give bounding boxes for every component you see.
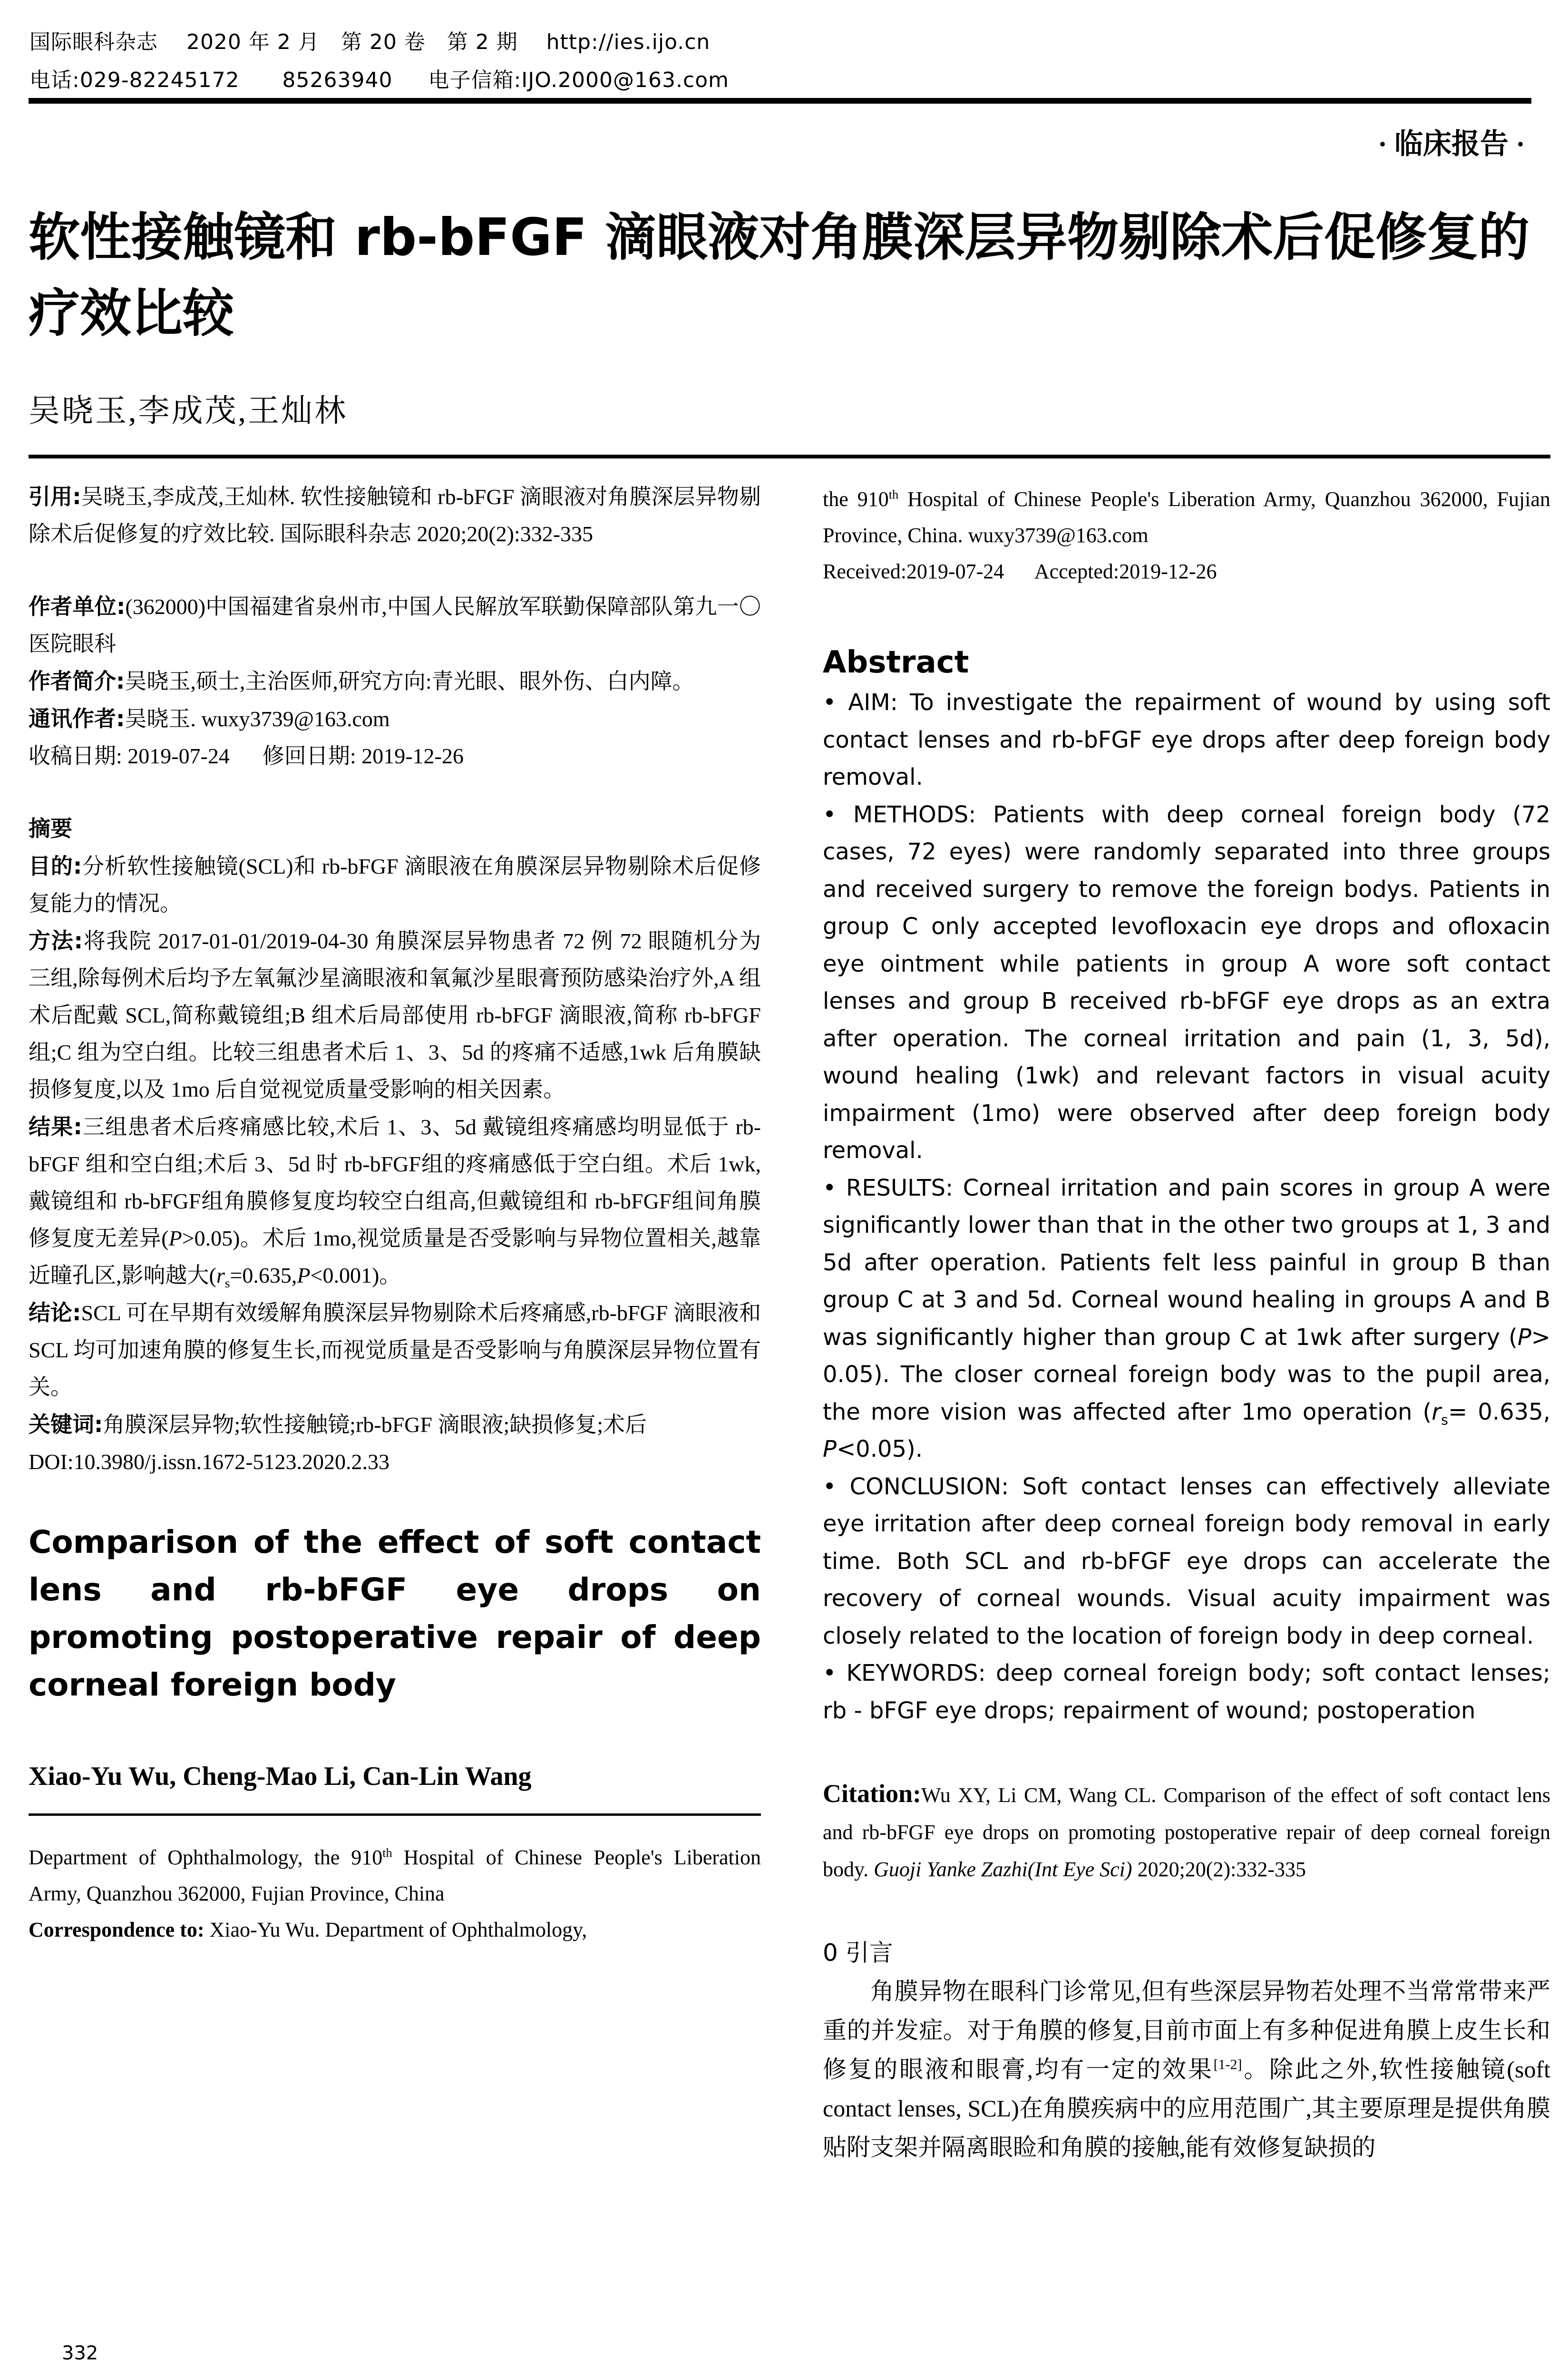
r-symbol: r xyxy=(216,1263,225,1287)
en-affiliation-sup: th xyxy=(382,1845,392,1860)
abstract-methods xyxy=(823,796,1550,1169)
citation-en-text: Wu XY, Li CM, Wang CL. Comparison of the effect of soft contact lens and rb-bFGF eye drops on promoting postoperative repair of deep corneal foreign body. xyxy=(823,1783,1550,1881)
intro-heading: 0 引言 xyxy=(823,1939,893,1967)
citation-cn xyxy=(29,478,761,553)
section-tag: · 临床报告 · xyxy=(1377,128,1525,160)
abstract-cn-results xyxy=(29,1108,761,1294)
en-affiliation-text-a: Department of Ophthalmology, the 910 xyxy=(29,1846,383,1869)
conclusion-label: • CONCLUSION: xyxy=(823,1473,1009,1500)
affiliation-cn-text: (362000)中国福建省泉州市,中国人民解放军联勤保障部队第九一〇医院眼科 xyxy=(29,594,761,656)
citation-cn-text: 吴晓玉,李成茂,王灿林. 软性接触镜和 rb-bFGF 滴眼液对角膜深层异物剔除术后促修复的疗效比较. 国际眼科杂志 2020;20(2):332-335 xyxy=(29,485,761,546)
corr-cont-sup: th xyxy=(888,487,899,502)
abstract-cn-heading xyxy=(29,810,761,848)
title-rule xyxy=(29,455,1550,458)
results-cn-text-b: >0.05)。术后 1mo,视觉质量是否受影响与异物位置相关,越靠近瞳孔区,影响越大( xyxy=(29,1226,761,1287)
english-title: Comparison of the effect of soft contact lens and rb-bFGF eye drops on promoting postoperative repair of deep corneal foreign body xyxy=(29,1524,761,1703)
journal-header-line1: 国际眼科杂志 2020 年 2 月 第 20 卷 第 2 期 http://ies.ijo.cn xyxy=(29,30,711,54)
en-affiliation-text-b: Hospital of Chinese People's Liberation Army, Quanzhou 362000, Fujian Province, China xyxy=(29,1846,761,1905)
keywords-cn-text: 角膜深层异物;软性接触镜;rb-bFGF 滴眼液;缺损修复;术后 xyxy=(103,1413,647,1437)
right-column xyxy=(823,481,1550,2167)
abstract-keywords xyxy=(823,1655,1550,1729)
abstract-results xyxy=(823,1169,1550,1468)
aim-cn-label: 目的: xyxy=(29,853,82,879)
keywords-label: • KEYWORDS: xyxy=(823,1660,986,1686)
citation-tail: 2020;20(2):332-335 xyxy=(1132,1858,1306,1881)
doi[interactable]: DOI:10.3980/j.issn.1672-5123.2020.2.33 xyxy=(29,1450,390,1474)
affiliation-rule xyxy=(29,1813,761,1816)
corr-cont-text-a: the 910 xyxy=(823,487,889,511)
abstract-cn-conclusion xyxy=(29,1294,761,1406)
results-text-a: Corneal irritation and pain scores in group A were significantly lower than that in the other two groups at 1, 3 and 5d after operation. Patients felt less painful in group B than group C at 3 and 5d. Corneal wound healing in groups A and B was significantly higher than group C at 1wk after surgery ( xyxy=(823,1174,1550,1351)
author-bio-cn xyxy=(29,662,761,700)
intro-text-b: 。除此之外,软性接触镜(soft contact lenses, SCL)在角膜疾病中的应用范围广,其主要原理是提供角膜贴附支架并隔离眼睑和角膜的接触,能有效修复缺损的 xyxy=(823,2056,1550,2161)
author-bio-text: 吴晓玉,硕士,主治医师,研究方向:青光眼、眼外伤、白内障。 xyxy=(125,669,694,693)
methods-label: • METHODS: xyxy=(823,801,976,828)
abstract-conclusion xyxy=(823,1468,1550,1655)
corresponding-author-cn xyxy=(29,700,761,738)
citation-cn-label: 引用: xyxy=(29,484,81,509)
corr-cont-text-b: Hospital of Chinese People's Liberation Army, Quanzhou 362000, Fujian Province, China. wuxy3739@163.com xyxy=(823,487,1550,547)
results-text-d: <0.05). xyxy=(836,1436,923,1462)
journal-header-line2: 电话:029-82245172 85263940 电子信箱:IJO.2000@163.com xyxy=(29,68,729,92)
english-affiliation xyxy=(29,1840,761,1912)
page-number: 332 xyxy=(62,2342,98,2364)
intro-paragraph xyxy=(823,1972,1550,2167)
keywords-cn xyxy=(29,1406,761,1443)
corresponding-label: 通讯作者: xyxy=(29,706,125,731)
methods-cn-label: 方法: xyxy=(29,928,83,954)
authors-cn: 吴晓玉,李成茂,王灿林 xyxy=(29,394,348,429)
citation-en-label: Citation: xyxy=(823,1779,921,1808)
correspondence-label: Correspondence to: xyxy=(29,1918,205,1941)
dates-cn: 收稿日期: 2019-07-24 修回日期: 2019-12-26 xyxy=(29,744,464,768)
english-authors: Xiao-Yu Wu, Cheng-Mao Li, Can-Lin Wang xyxy=(29,1762,532,1791)
correspondence-continued xyxy=(823,481,1550,554)
r-subscript-en: s xyxy=(1441,1412,1448,1428)
aim-text: To investigate the repairment of wound by using soft contact lenses and rb-bFGF eye drops after deep foreign body removal. xyxy=(823,689,1550,790)
aim-cn-text: 分析软性接触镜(SCL)和 rb-bFGF 滴眼液在角膜深层异物剔除术后促修复能力的情况。 xyxy=(29,854,761,916)
p-symbol: P xyxy=(1517,1324,1531,1351)
methods-text: Patients with deep corneal foreign body (72 cases, 72 eyes) were randomly separated into three groups and received surgery to remove the foreign bodys. Patients in group C only accepted levofloxacin eye drops and ofloxacin eye ointment while patients in group A wore soft contact lenses and group B received rb-bFGF eye drops as an extra after operation. The corneal irritation and pain (1, 3, 5d), wound healing (1wk) and relevant factors in visual acuity impairment (1mo) were observed after deep foreign body removal. xyxy=(823,801,1551,1164)
citation-en xyxy=(823,1775,1550,1888)
methods-cn-text: 将我院 2017-01-01/2019-04-30 角膜深层异物患者 72 例 72 眼随机分为三组,除每例术后均予左氧氟沙星滴眼液和氧氟沙星眼膏预防感染治疗外,A 组术后配戴 SCL,简称戴镜组;B 组术后局部使用 rb-bFGF 滴眼液,简称 rb-bFGF 组;C 组为空白组。比较三组患者术后 1、3、5d 的疼痛不适感,1wk 后角膜缺损修复度,以及 1mo 后自觉视觉质量受影响的相关因素。 xyxy=(29,929,761,1101)
reference-link[interactable]: [1-2] xyxy=(1213,2056,1242,2073)
abstract-cn-aim xyxy=(29,848,761,922)
aim-label: • AIM: xyxy=(823,689,898,716)
conclusion-cn-text: SCL 可在早期有效缓解角膜深层异物剔除术后疼痛感,rb-bFGF 滴眼液和 SCL 均可加速角膜的修复生长,而视觉质量是否受影响与角膜深层异物位置有关。 xyxy=(29,1301,761,1399)
p-value-symbol-2: P xyxy=(297,1263,311,1287)
results-text-c: = 0.635, xyxy=(1448,1398,1550,1425)
abstract-aim xyxy=(823,684,1550,796)
affiliation-cn xyxy=(29,588,761,662)
r-subscript: s xyxy=(224,1276,230,1291)
results-text-b: > 0.05). The closer corneal foreign body was to the pupil area, the more vision was affected after 1mo operation ( xyxy=(823,1324,1550,1425)
citation-journal: Guoji Yanke Zazhi(Int Eye Sci) xyxy=(874,1858,1132,1881)
keywords-text: deep corneal foreign body; soft contact lenses; rb - bFGF eye drops; repairment of wound; postoperation xyxy=(823,1660,1551,1724)
results-cn-label: 结果: xyxy=(29,1114,82,1140)
intro-text-a: 角膜异物在眼科门诊常见,但有些深层异物若处理不当常常带来严重的并发症。对于角膜的修复,目前市面上有多种促进角膜上皮生长和修复的眼液和眼膏,均有一定的效果 xyxy=(823,1978,1550,2083)
correspondence-text: Xiao-Yu Wu. Department of Ophthalmology, xyxy=(204,1918,587,1941)
affiliation-cn-label: 作者单位: xyxy=(29,594,126,619)
received-accepted-dates: Received:2019-07-24 Accepted:2019-12-26 xyxy=(823,560,1217,583)
corresponding-text: 吴晓玉. wuxy3739@163.com xyxy=(125,707,390,731)
author-bio-label: 作者简介: xyxy=(29,668,125,694)
abstract-cn-heading-text: 摘要 xyxy=(29,816,72,841)
results-cn-text-c: =0.635, xyxy=(230,1263,297,1287)
header-rule xyxy=(29,98,1531,104)
p-value-symbol: P xyxy=(168,1226,182,1250)
keywords-cn-label: 关键词: xyxy=(29,1412,103,1437)
conclusion-cn-label: 结论: xyxy=(29,1300,81,1325)
conclusion-text: Soft contact lenses can effectively alleviate eye irritation after deep corneal foreign body removal in early time. Both SCL and rb-bFGF eye drops can accelerate the recovery of corneal wounds. Visual acuity impairment was closely related to the location of foreign body in deep corneal. xyxy=(823,1473,1550,1649)
results-label: • RESULTS: xyxy=(823,1174,954,1201)
results-cn-text-d: <0.001)。 xyxy=(310,1263,401,1287)
english-correspondence xyxy=(29,1912,761,1948)
results-cn-text-a: 三组患者术后疼痛感比较,术后 1、3、5d 戴镜组疼痛感均明显低于 rb-bFGF 组和空白组;术后 3、5d 时 rb-bFGF组的疼痛感低于空白组。术后 1wk,戴镜组和 rb-bFGF组角膜修复度均较空白组高,但戴镜组和 rb-bFGF组间角膜修复度无差异( xyxy=(29,1115,761,1250)
left-column xyxy=(29,478,761,1948)
p-symbol-2: P xyxy=(823,1436,837,1462)
page-title: 软性接触镜和 rb-bFGF 滴眼液对角膜深层异物剔除术后促修复的疗效比较 xyxy=(29,208,1530,343)
abstract-cn-methods xyxy=(29,922,761,1108)
abstract-heading: Abstract xyxy=(823,645,969,680)
r-symbol-en: r xyxy=(1432,1398,1441,1425)
